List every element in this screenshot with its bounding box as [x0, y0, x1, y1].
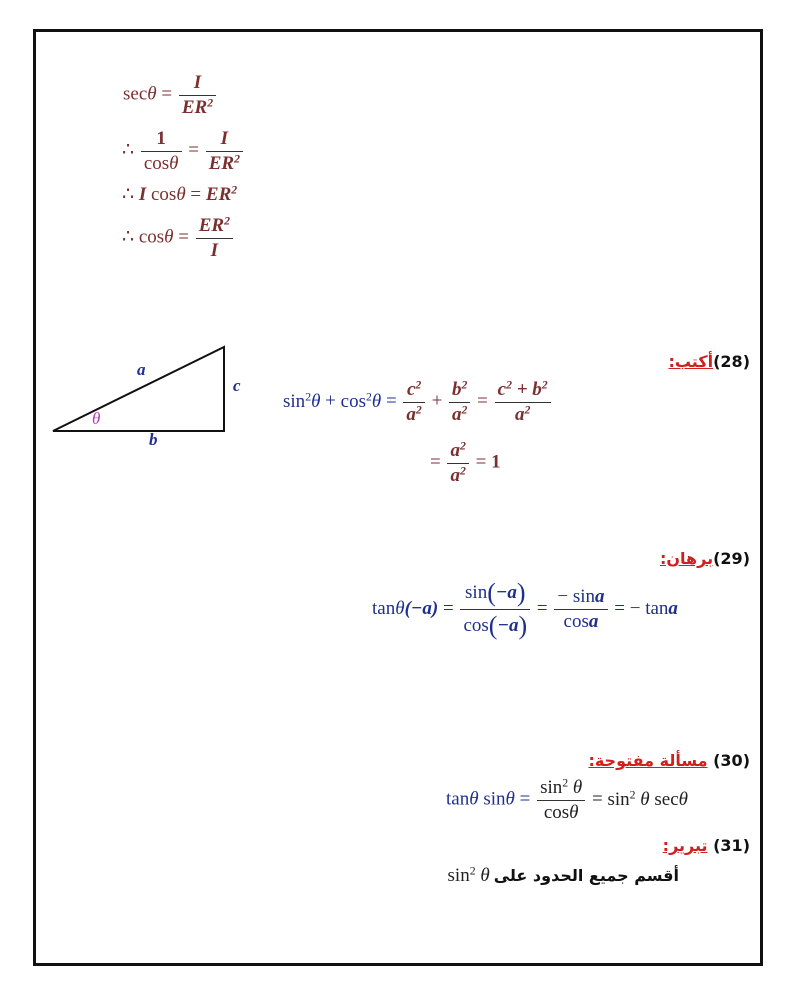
equals-sign: = [161, 83, 173, 105]
fraction-c2-over-a2 [403, 379, 424, 426]
q31-heading [663, 836, 750, 855]
cos-text: cos [138, 226, 165, 248]
q29-label: برهان: [659, 549, 714, 568]
sin-squared-theta: $\sin^2\theta$ [283, 390, 321, 412]
fraction-denominator: $ER^2$ [208, 152, 240, 174]
q30-number: (30) [713, 751, 750, 770]
theta-symbol: θ [395, 597, 405, 619]
derivation-line-1 [123, 72, 218, 119]
fraction-denominator: cosa [563, 610, 599, 632]
q28-number: (28) [713, 352, 750, 371]
theta-symbol: θ [147, 83, 157, 105]
derivation-line-4 [122, 215, 235, 262]
cos-text: cos [151, 184, 177, 205]
fraction-numerator: $ER^2$ [196, 215, 233, 239]
equals-sign: = [178, 226, 189, 248]
plus-sign: + [431, 390, 443, 412]
angle-theta-label: θ [92, 409, 101, 428]
fraction-a2-over-a2 [447, 440, 468, 487]
equals-sign: = [442, 597, 454, 619]
q31-label: تبرير: [662, 836, 708, 855]
side-c-label: c [233, 376, 241, 395]
fraction-denominator: I [210, 239, 219, 261]
fraction-denominator: cosθ [143, 152, 179, 174]
fraction-sin2-over-cos [537, 777, 585, 824]
sec-text: sec [123, 83, 148, 105]
therefore-symbol: ∴ [122, 184, 135, 205]
fraction [179, 72, 216, 119]
fraction [141, 128, 182, 175]
q29-heading [660, 549, 750, 568]
equals-sign: = [430, 451, 441, 473]
fraction-negsin-over-cos [554, 586, 607, 633]
q30-label: مسألة مفتوحة: [588, 751, 708, 770]
sin2-theta-expr: $\sin^2 \theta$ [447, 864, 490, 886]
q28-equation-row2 [430, 440, 501, 487]
equals-sign: = [190, 184, 202, 205]
neg-a-argument: (−a) [404, 597, 439, 619]
fraction-denominator: $ER^2$ [181, 96, 214, 118]
minus-sign: − [629, 597, 641, 619]
fraction-sum-over-a2 [495, 379, 551, 426]
result-one: 1 [491, 451, 501, 473]
fraction-denominator: $a^2$ [406, 403, 422, 425]
equals-sign: = [519, 788, 531, 810]
derivation-line-2 [122, 128, 245, 175]
equals-sign: = [475, 451, 487, 473]
q29-number: (29) [713, 549, 750, 568]
theta-symbol: θ [176, 184, 186, 205]
therefore-symbol: ∴ [122, 226, 135, 248]
q28-equation-row1 [283, 379, 553, 426]
fraction-denominator: cos(−a) [463, 610, 528, 640]
tan-text: tan [372, 597, 396, 619]
fraction-numerator: 1 [141, 128, 182, 152]
equals-sign: = [591, 788, 603, 810]
q28-heading [668, 352, 750, 371]
sin2-sec-product: $\sin^2 \theta$ secθ [607, 788, 688, 810]
a-variable: a [668, 597, 678, 619]
cos-squared-theta: $\cos^2\theta$ [340, 390, 382, 412]
fraction-denominator: $a^2$ [450, 464, 466, 486]
q30-equation [446, 777, 688, 824]
tan-text: tan [645, 597, 669, 619]
side-a-label: a [137, 360, 146, 379]
q31-text: أقسم جميع الحدود على [493, 866, 679, 885]
fraction-b2-over-a2 [449, 379, 470, 426]
fraction-numerator: $\sin^2 \theta$ [537, 777, 585, 801]
fraction-numerator: I [206, 128, 243, 152]
theta-symbol: θ [164, 226, 174, 248]
q28-label: أكتب: [668, 352, 714, 371]
equals-sign: = [385, 390, 397, 412]
fraction-numerator: $b^2$ [449, 379, 470, 403]
q31-number: (31) [713, 836, 750, 855]
fraction-numerator: $c^2 + b^2$ [495, 379, 551, 403]
equals-sign: = [477, 390, 488, 412]
fraction-numerator: $c^2$ [403, 379, 424, 403]
q29-equation [372, 578, 678, 641]
therefore-symbol: ∴ [122, 139, 135, 161]
equals-sign: = [188, 139, 199, 161]
q31-justification [448, 865, 679, 887]
fraction-denominator: $a^2$ [514, 403, 531, 425]
fraction [196, 215, 233, 262]
fraction-numerator: I [179, 72, 216, 96]
side-b-label: b [149, 430, 158, 449]
plus-sign: + [325, 390, 336, 412]
equals-sign: = [536, 597, 548, 619]
fraction-numerator: $a^2$ [447, 440, 468, 464]
q30-heading [588, 751, 750, 770]
fraction-numerator: − sina [554, 586, 607, 610]
fraction [206, 128, 243, 175]
I-variable: I [138, 184, 147, 205]
ER-squared: $ER^2$ [205, 183, 238, 205]
fraction-numerator: sin(−a) [460, 578, 530, 610]
fraction-sin-over-cos [460, 578, 530, 641]
equals-sign: = [614, 597, 625, 619]
derivation-line-3 [122, 183, 237, 206]
tan-sin-product: tanθ sinθ [446, 788, 515, 810]
fraction-denominator: cosθ [543, 801, 579, 823]
fraction-denominator: $a^2$ [452, 403, 468, 425]
